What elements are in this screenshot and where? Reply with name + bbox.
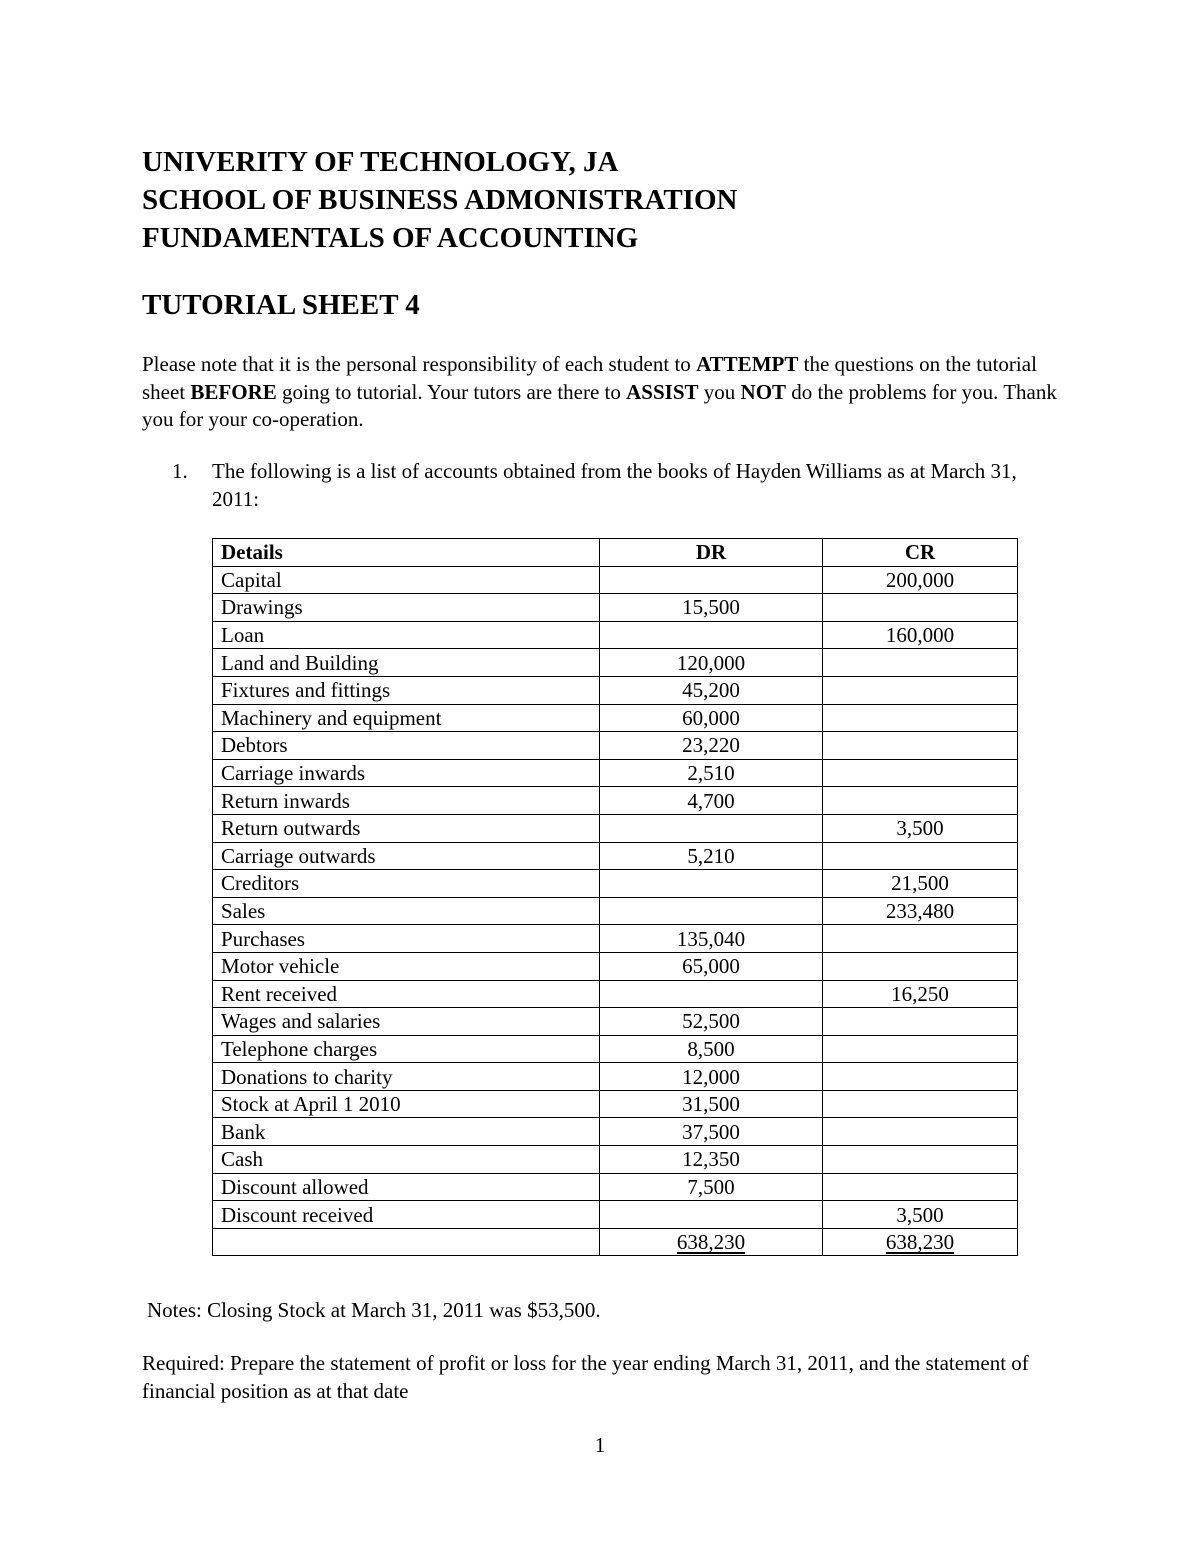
cell-cr: 233,480 xyxy=(823,897,1018,925)
cell-details: Rent received xyxy=(213,980,600,1008)
column-header-details: Details xyxy=(213,539,600,567)
table-row xyxy=(213,594,1018,622)
column-header-dr: DR xyxy=(600,539,823,567)
table-row xyxy=(213,787,1018,815)
cell-details: Return inwards xyxy=(213,787,600,815)
cell-dr: 135,040 xyxy=(600,925,823,953)
cell-dr xyxy=(600,897,823,925)
cell-dr: 7,500 xyxy=(600,1173,823,1201)
table-row xyxy=(213,980,1018,1008)
university-name: UNIVERITY OF TECHNOLOGY, JA xyxy=(142,146,619,178)
cell-cr xyxy=(823,732,1018,760)
column-header-cr: CR xyxy=(823,539,1018,567)
cell-cr xyxy=(823,1008,1018,1036)
table-row xyxy=(213,1090,1018,1118)
page-title: TUTORIAL SHEET 4 xyxy=(142,289,420,321)
table-header-row xyxy=(213,539,1018,567)
cell-cr xyxy=(823,649,1018,677)
intro-paragraph xyxy=(142,351,1072,434)
intro-emphasis: NOT xyxy=(740,379,787,404)
cell-cr xyxy=(823,1063,1018,1091)
cell-cr xyxy=(823,676,1018,704)
cell-dr: 5,210 xyxy=(600,842,823,870)
table-row xyxy=(213,1008,1018,1036)
cell-dr: 37,500 xyxy=(600,1118,823,1146)
table-row xyxy=(213,1173,1018,1201)
cell-cr: 3,500 xyxy=(823,1201,1018,1229)
table-row xyxy=(213,814,1018,842)
cell-dr xyxy=(600,1201,823,1229)
intro-text: do the problems for you. Thank you for your co-operation. xyxy=(142,379,1057,431)
cell-details: Cash xyxy=(213,1146,600,1174)
cell-cr xyxy=(823,1090,1018,1118)
cell-dr: 8,500 xyxy=(600,1035,823,1063)
table-row xyxy=(213,649,1018,677)
total-cr-cell xyxy=(823,1228,1018,1256)
table-row xyxy=(213,1063,1018,1091)
question-item xyxy=(172,458,1052,513)
cell-dr xyxy=(600,870,823,898)
cell-details: Capital xyxy=(213,566,600,594)
cell-dr: 2,510 xyxy=(600,759,823,787)
cell-cr: 16,250 xyxy=(823,980,1018,1008)
cell-details: Telephone charges xyxy=(213,1035,600,1063)
cell-cr xyxy=(823,759,1018,787)
cell-dr: 15,500 xyxy=(600,594,823,622)
cell-cr: 21,500 xyxy=(823,870,1018,898)
cell-details: Purchases xyxy=(213,925,600,953)
totals-row xyxy=(213,1228,1018,1256)
cell-dr: 65,000 xyxy=(600,952,823,980)
cell-details: Drawings xyxy=(213,594,600,622)
cell-dr: 31,500 xyxy=(600,1090,823,1118)
intro-text: the questions on the tutorial sheet xyxy=(142,352,1037,404)
table-body xyxy=(213,566,1018,1256)
cell-details: Return outwards xyxy=(213,814,600,842)
cell-cr xyxy=(823,594,1018,622)
table-row xyxy=(213,870,1018,898)
cell-details: Discount received xyxy=(213,1201,600,1229)
cell-details: Sales xyxy=(213,897,600,925)
page-number: 1 xyxy=(594,1433,606,1457)
table-row xyxy=(213,842,1018,870)
intro-text: going to tutorial. Your tutors are there to xyxy=(276,379,627,404)
cell-dr xyxy=(600,566,823,594)
cell-dr: 12,350 xyxy=(600,1146,823,1174)
table-row xyxy=(213,676,1018,704)
table-row xyxy=(213,566,1018,594)
document-header xyxy=(142,143,737,257)
cell-details: Carriage outwards xyxy=(213,842,600,870)
cell-details: Land and Building xyxy=(213,649,600,677)
cell-details: Discount allowed xyxy=(213,1173,600,1201)
cell-dr: 23,220 xyxy=(600,732,823,760)
question-number: 1. xyxy=(172,459,188,483)
cell-cr xyxy=(823,704,1018,732)
cell-details: Bank xyxy=(213,1118,600,1146)
cell-details: Donations to charity xyxy=(213,1063,600,1091)
intro-text: Please note that it is the personal responsibility of each student to xyxy=(142,352,697,376)
cell-details xyxy=(213,1228,600,1256)
school-name: SCHOOL OF BUSINESS ADMONISTRATION xyxy=(142,184,738,216)
cell-dr: 4,700 xyxy=(600,787,823,815)
cell-cr xyxy=(823,925,1018,953)
total-dr-cell xyxy=(600,1228,823,1256)
cell-cr: 200,000 xyxy=(823,566,1018,594)
cell-details: Wages and salaries xyxy=(213,1008,600,1036)
cell-details: Loan xyxy=(213,621,600,649)
cell-cr: 3,500 xyxy=(823,814,1018,842)
table-row xyxy=(213,1146,1018,1174)
cell-dr: 60,000 xyxy=(600,704,823,732)
cell-details: Fixtures and fittings xyxy=(213,676,600,704)
intro-emphasis: ATTEMPT xyxy=(696,352,799,376)
cell-dr: 120,000 xyxy=(600,649,823,677)
notes-text: Notes: Closing Stock at March 31, 2011 was $53,500. xyxy=(147,1298,601,1322)
cell-dr xyxy=(600,814,823,842)
table-row xyxy=(213,732,1018,760)
cell-dr: 52,500 xyxy=(600,1008,823,1036)
intro-emphasis: BEFORE xyxy=(190,379,277,404)
course-name: FUNDAMENTALS OF ACCOUNTING xyxy=(142,222,639,254)
cell-dr: 12,000 xyxy=(600,1063,823,1091)
table-row xyxy=(213,952,1018,980)
cell-cr xyxy=(823,952,1018,980)
cell-cr: 160,000 xyxy=(823,621,1018,649)
trial-balance-table xyxy=(212,538,1018,1256)
cell-cr xyxy=(823,1118,1018,1146)
table-row xyxy=(213,1118,1018,1146)
cell-dr xyxy=(600,621,823,649)
cell-details: Stock at April 1 2010 xyxy=(213,1090,600,1118)
table-row xyxy=(213,897,1018,925)
cell-cr xyxy=(823,1035,1018,1063)
cell-dr: 45,200 xyxy=(600,676,823,704)
cell-cr xyxy=(823,1146,1018,1174)
table-row xyxy=(213,704,1018,732)
table-row xyxy=(213,759,1018,787)
cell-dr xyxy=(600,980,823,1008)
table-row xyxy=(213,925,1018,953)
cell-details: Carriage inwards xyxy=(213,759,600,787)
cell-cr xyxy=(823,1173,1018,1201)
total-dr: 638,230 xyxy=(676,1230,746,1255)
cell-details: Debtors xyxy=(213,732,600,760)
table-row xyxy=(213,621,1018,649)
table-row xyxy=(213,1201,1018,1229)
cell-details: Motor vehicle xyxy=(213,952,600,980)
table-row xyxy=(213,1035,1018,1063)
cell-details: Machinery and equipment xyxy=(213,704,600,732)
intro-emphasis: ASSIST xyxy=(626,379,699,404)
required-text: Required: Prepare the statement of profit or loss for the year ending March 31, 2011, and the statement of financial position as at that date xyxy=(142,1351,1029,1403)
intro-text: you xyxy=(698,379,741,404)
total-cr: 638,230 xyxy=(885,1230,955,1255)
question-text: The following is a list of accounts obtained from the books of Hayden Williams as at March 31, 2011: xyxy=(212,459,1017,511)
cell-cr xyxy=(823,787,1018,815)
cell-cr xyxy=(823,842,1018,870)
cell-details: Creditors xyxy=(213,870,600,898)
